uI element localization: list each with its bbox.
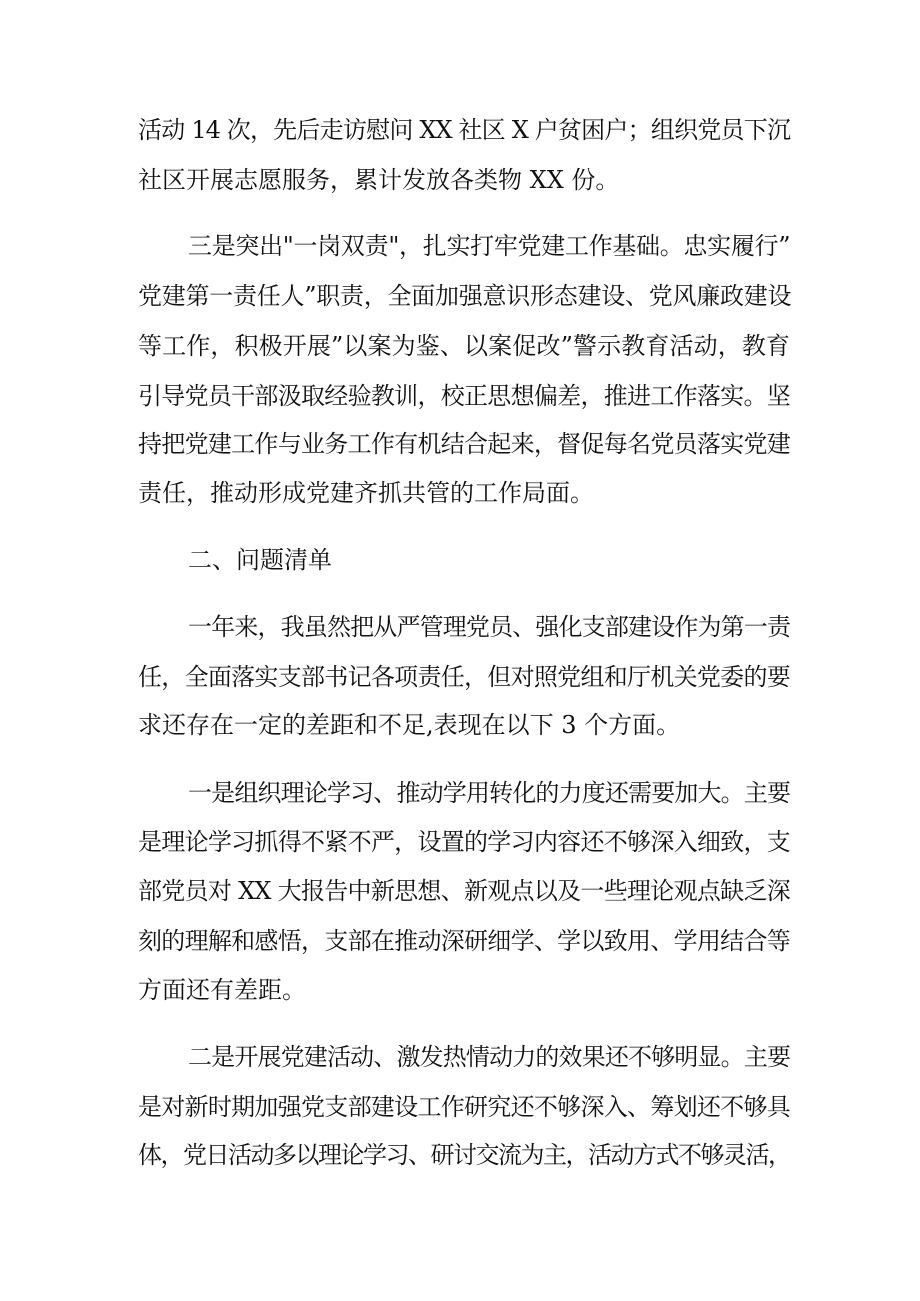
- text-line: 是理论学习抓得不紧不严，设置的学习内容还不够深入细致，支: [138, 828, 790, 856]
- text-line: 任，全面落实支部书记各项责任，但对照党组和厅机关党委的要: [138, 663, 790, 691]
- text-line: 等工作，积极开展”以案为鉴、以案促改”警示教育活动，教育: [138, 332, 790, 360]
- text-line: 一年来，我虽然把从严管理党员、强化支部建设作为第一责: [188, 613, 790, 641]
- text-line: 持把党建工作与业务工作有机结合起来，督促每名党员落实党建: [138, 430, 790, 458]
- text-line: 方面还有差距。: [138, 976, 306, 1004]
- text-line: 一是组织理论学习、推动学用转化的力度还需要加大。主要: [188, 779, 790, 807]
- text-line: 是对新时期加强党支部建设工作研究还不够深入、筹划还不够具: [138, 1093, 790, 1121]
- text-line: 部党员对 XX 大报告中新思想、新观点以及一些理论观点缺乏深: [138, 877, 790, 905]
- text-line: 社区开展志愿服务，累计发放各类物 XX 份。: [138, 166, 620, 194]
- section-heading: 二、问题清单: [188, 546, 332, 574]
- text-line: 党建第一责任人”职责，全面加强意识形态建设、党风廉政建设: [138, 282, 792, 310]
- text-line: 求还存在一定的差距和不足,表现在以下 3 个方面。: [138, 711, 681, 739]
- text-line: 体，党日活动多以理论学习、研讨交流为主，活动方式不够灵活，: [138, 1141, 791, 1169]
- text-line: 活动 14 次，先后走访慰问 XX 社区 X 户贫困户；组织党员下沉: [138, 116, 790, 144]
- text-line: 三是突出"一岗双责"，扎实打牢党建工作基础。忠实履行”: [188, 232, 790, 260]
- text-line: 二是开展党建活动、激发热情动力的效果还不够明显。主要: [188, 1043, 790, 1071]
- text-line: 刻的理解和感悟，支部在推动深研细学、学以致用、学用结合等: [138, 927, 790, 955]
- text-line: 责任，推动形成党建齐抓共管的工作局面。: [138, 479, 594, 507]
- text-line: 引导党员干部汲取经验教训，校正思想偏差，推进工作落实。坚: [138, 382, 790, 410]
